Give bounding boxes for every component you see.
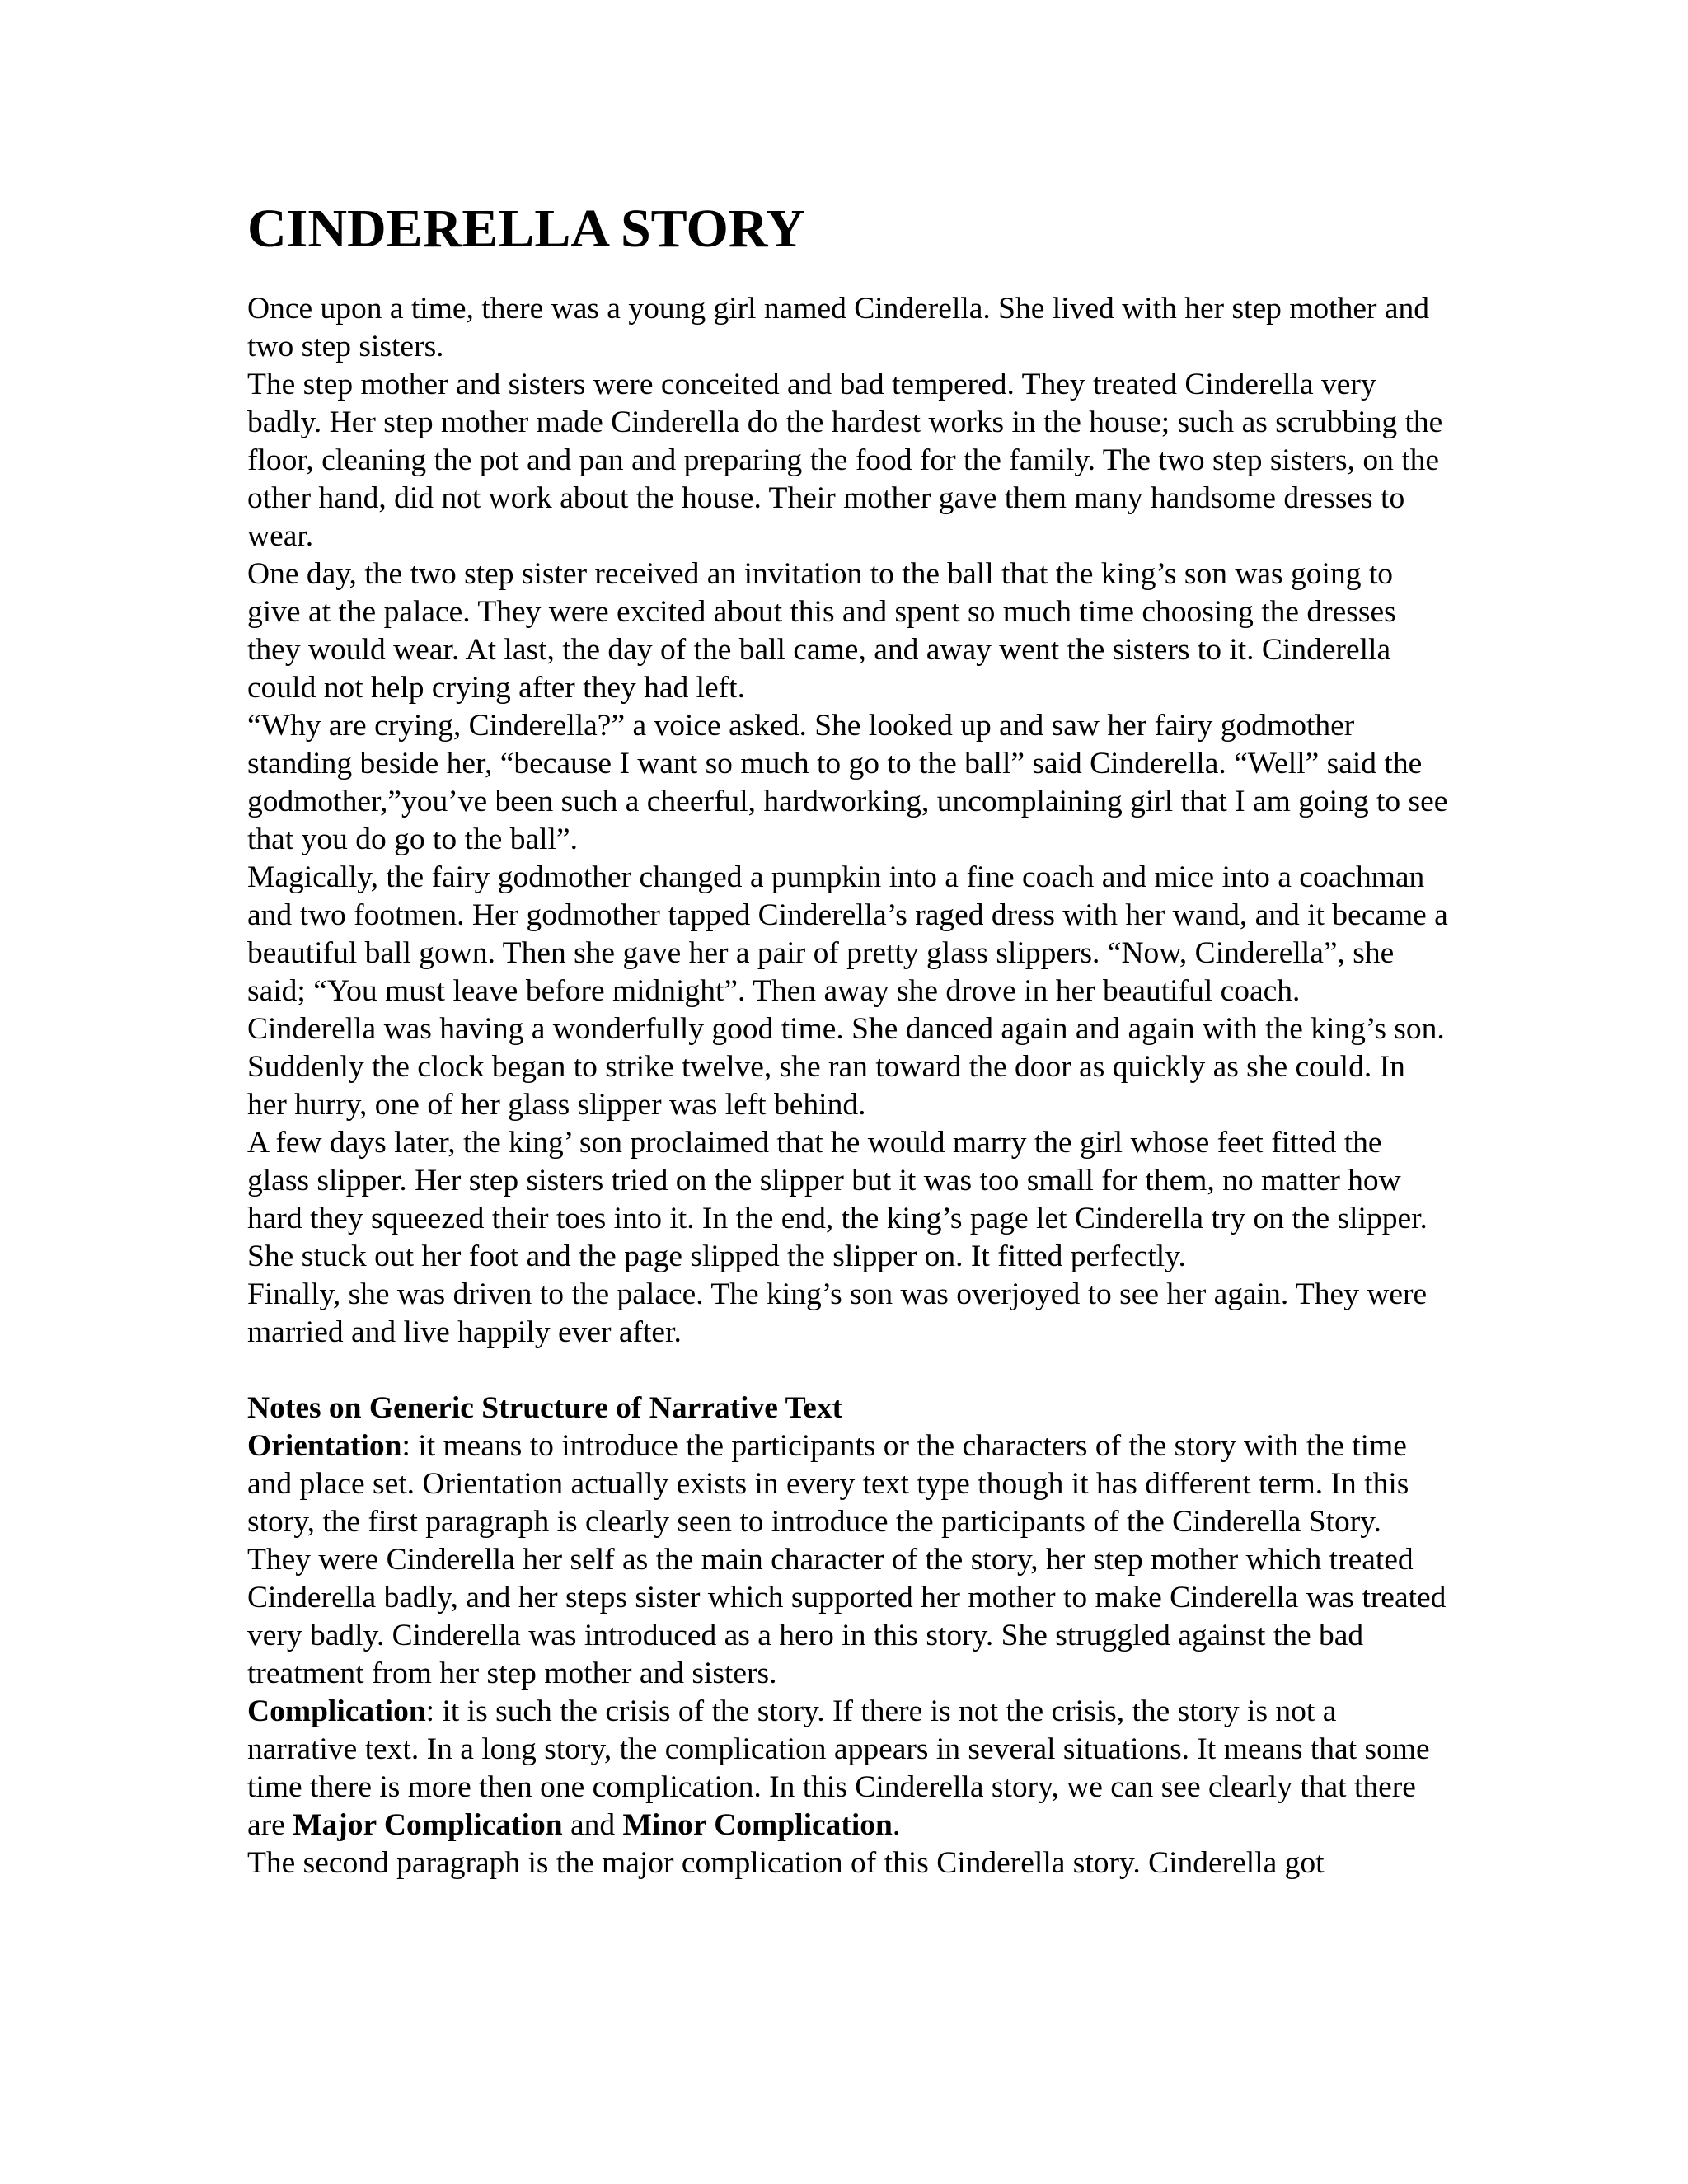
complication-text: : it is such the crisis of the story. If there is not the crisis, the story is not a narrative text. In a long story, the complication appears in several situations. It means that some time there is more then one complication. In this Cinderella story, we can see clearly that there are <box>247 1694 1430 1842</box>
last-paragraph: The second paragraph is the major complication of this Cinderella story. Cinderella got <box>247 1846 1325 1880</box>
story-paragraph: Once upon a time, there was a young girl named Cinderella. She lived with her step mother and two step sisters. <box>247 292 1429 363</box>
story-paragraph: Cinderella was having a wonderfully good time. She danced again and again with the king’s son. Suddenly the clock began to strike twelve, she ran toward the door as quickly as she could. In her hurry, one of her glass slipper was left behind. <box>247 1012 1445 1122</box>
story-paragraph: One day, the two step sister received an invitation to the ball that the king’s son was going to give at the palace. They were excited about this and spent so much time choosing the dresses they would wear. At last, the day of the ball came, and away went the sisters to it. Cinderella could not help crying after they had left. <box>247 557 1396 705</box>
story-paragraph: “Why are crying, Cinderella?” a voice asked. She looked up and saw her fairy godmother standing beside her, “because I want so much to go to the ball” said Cinderella. “Well” said the godmother,”you’ve been such a cheerful, hardworking, uncomplaining girl that I am going to see that you do go to the ball”. <box>247 709 1448 856</box>
orientation-term: Orientation <box>247 1429 402 1463</box>
story-paragraph: The step mother and sisters were conceited and bad tempered. They treated Cinderella very badly. Her step mother made Cinderella do the hardest works in the house; such as scrubbing the floor, cleaning the pot and pan and preparing the food for the family. The two step sisters, on the other hand, did not work about the house. Their mother gave them many handsome dresses to wear. <box>247 368 1443 553</box>
document-title: CINDERELLA STORY <box>247 199 805 259</box>
document-page <box>247 198 1451 1882</box>
story-paragraph: Finally, she was driven to the palace. The king’s son was overjoyed to see her again. They were married and live happily ever after. <box>247 1277 1428 1349</box>
orientation-paragraph <box>247 1427 1451 1693</box>
minor-complication-term: Minor Complication <box>622 1808 893 1842</box>
major-complication-term: Major Complication <box>293 1808 563 1842</box>
conjunction-text: and <box>562 1808 623 1842</box>
blank-line <box>247 1352 1451 1390</box>
complication-term: Complication <box>247 1694 426 1728</box>
story-paragraph: Magically, the fairy godmother changed a pumpkin into a fine coach and mice into a coachman and two footmen. Her godmother tapped Cinderella’s raged dress with her wand, and it became a beautiful ball gown. Then she gave her a pair of pretty glass slippers. “Now, Cinderella”, she said; “You must leave before midnight”. Then away she drove in her beautiful coach. <box>247 860 1448 1008</box>
story-body <box>247 290 1451 1882</box>
notes-heading: Notes on Generic Structure of Narrative Text <box>247 1391 843 1425</box>
orientation-text: : it means to introduce the participants or the characters of the story with the time and place set. Orientation actually exists in every text type though it has different term. In this story, the first paragraph is clearly seen to introduce the participants of the Cinderella Story. They were Cinderella her self as the main character of the story, her step mother which treated Cinderella badly, and her steps sister which supported her mother to make Cinderella was treated very badly. Cinderella was introduced as a hero in this story. She struggled against the bad treatment from her step mother and sisters. <box>247 1429 1447 1690</box>
complication-paragraph <box>247 1693 1451 1844</box>
story-paragraph: A few days later, the king’ son proclaimed that he would marry the girl whose feet fitted the glass slipper. Her step sisters tried on the slipper but it was too small for them, no matter how hard they squeezed their toes into it. In the end, the king’s page let Cinderella try on the slipper. She stuck out her foot and the page slipped the slipper on. It fitted perfectly. <box>247 1126 1428 1273</box>
period-text: . <box>892 1808 901 1842</box>
